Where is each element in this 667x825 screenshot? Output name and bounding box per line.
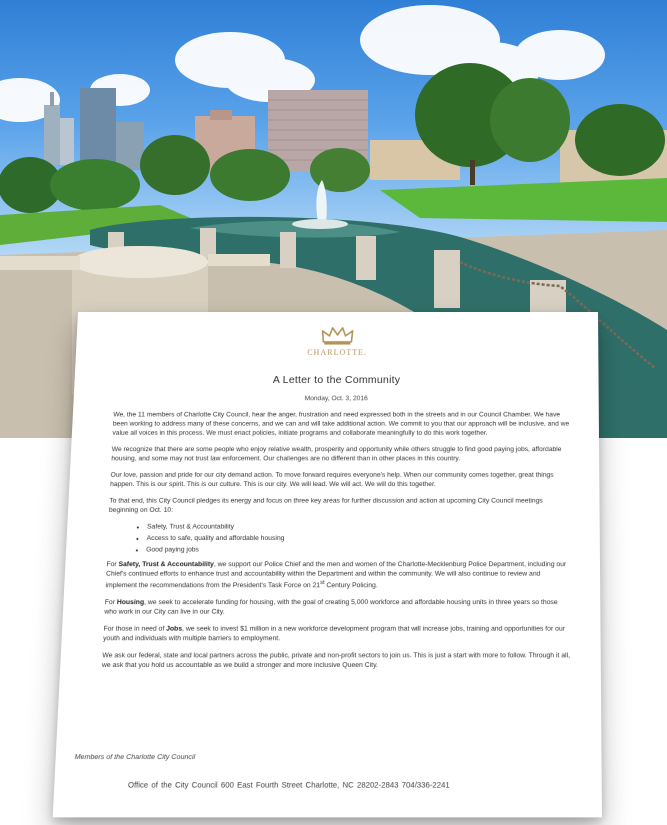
signoff: Members of the Charlotte City Council xyxy=(74,753,196,762)
paragraph: To that end, this City Council pledges its energy and focus on three key areas for further discussion and action at upcoming City Council meetings beginning on Oct. 10: xyxy=(108,497,543,514)
focus-areas-list xyxy=(107,522,571,554)
jobs-paragraph: For those in need of Jobs, we seek to invest $1 million in a new workforce development program that will increase jobs, training and opportunities for our youth and individuals with multiple barriers to employment. xyxy=(102,625,565,643)
letter-title: A Letter to the Community xyxy=(272,373,401,387)
org-name: CHARLOTTE. xyxy=(307,347,368,357)
letter-date: Monday, Oct. 3, 2016 xyxy=(304,395,368,403)
safety-heading: Safety, Trust & Accountability xyxy=(118,560,214,569)
safety-paragraph: For Safety, Trust & Accountability, we support our Police Chief and the men and women of the Charlotte-Mecklenburg Police Department, including our Chief's continued efforts to enhance trust and accountability within the Department and within the community. We will also continue to review and implement the recommendations from the President's Task Force on 21st Century Policing. xyxy=(105,560,567,590)
closing-paragraph: We ask our federal, state and local partners across the public, private and non-profit sectors to join us. This is just a start with more to follow. Through it all, we ask that you hold us accountable as we build a stronger and more inclusive Queen City. xyxy=(101,652,571,670)
housing-paragraph: For Housing, we seek to accelerate funding for housing, with the goal of creating 5,000 workforce and affordable housing units in three years so those who work in our City can live in our City. xyxy=(104,599,558,616)
paragraph: Our love, passion and pride for our city demand action. To move forward requires everyone's help. When our community comes together, great things happen. This is our spirit. This is our culture. This is our city. We will lead. We will act. We will do this together. xyxy=(109,471,554,489)
list-item: • Good paying jobs xyxy=(146,545,571,554)
lawn xyxy=(380,178,667,222)
community-letter xyxy=(53,312,602,817)
footer-address: Office of the City Council 600 East Fourth Street Charlotte, NC 28202-2843 704/336-2241 xyxy=(127,779,450,790)
paragraph: We, the 11 members of Charlotte City Council, hear the anger, frustration and need expressed both in the streets and in our Council Chamber. We have been working to address many of these concerns, and we can and will take additional action. We commit to you that our approach will be inclusive, and we value all voices in this process. We must enact policies, initiate programs and collaborate meaningfully to do this work together. xyxy=(112,411,570,437)
crown-icon xyxy=(320,326,355,346)
paragraph: We recognize that there are some people who enjoy relative wealth, prosperity and opportunity while others struggle to find good paying jobs, affordable housing, and some may not trust law enforcement. Our challenges are no different than in other places in this country. xyxy=(111,445,562,463)
list-item: • Safety, Trust & Accountability xyxy=(147,522,571,531)
housing-heading: Housing xyxy=(116,599,145,607)
letter-body xyxy=(101,410,571,678)
list-item: • Access to safe, quality and affordable housing xyxy=(146,534,571,543)
letterhead xyxy=(307,326,368,357)
jobs-heading: Jobs xyxy=(165,625,183,633)
